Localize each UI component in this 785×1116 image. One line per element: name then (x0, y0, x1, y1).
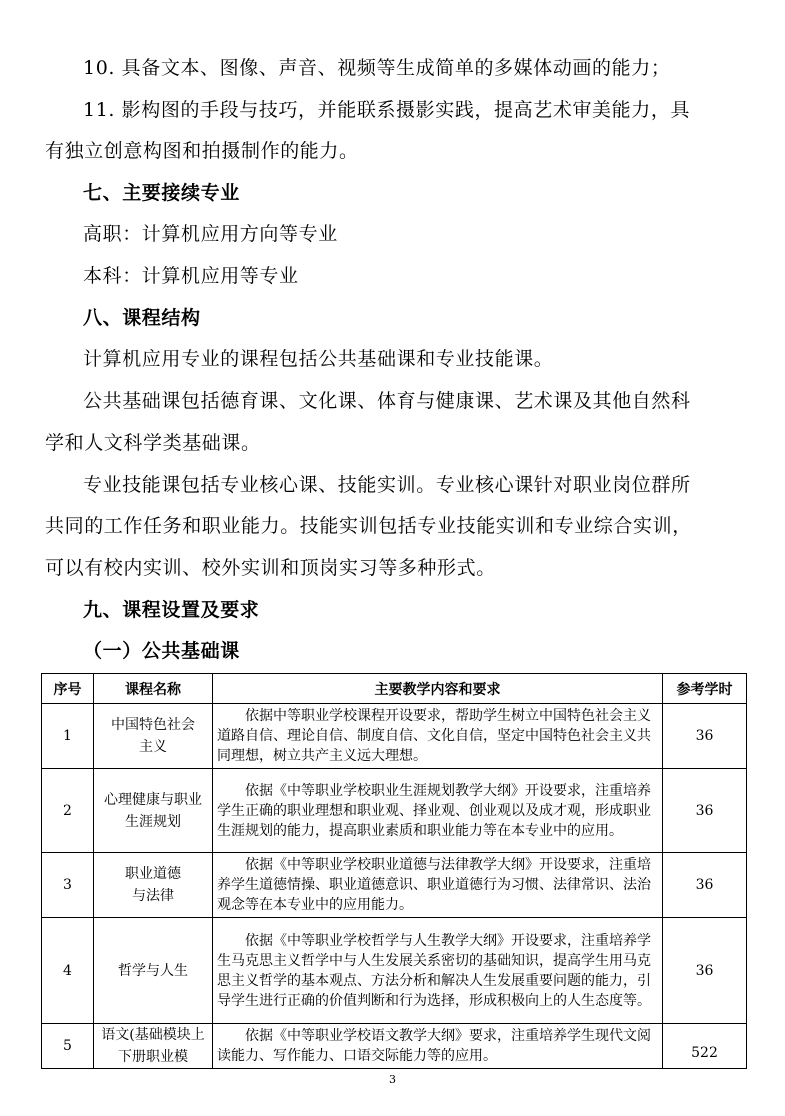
row-no: 1 (42, 704, 94, 769)
row-no: 3 (42, 853, 94, 918)
paragraph-undergraduate: 本科：计算机应用等专业 (83, 265, 299, 287)
table-header-row (42, 674, 747, 704)
heading-section-8: 八、课程结构 (83, 307, 201, 329)
header-no: 序号 (42, 674, 94, 704)
paragraph-skill-1: 专业技能课包括专业核心课、技能实训。专业核心课针对职业岗位群所 (83, 474, 691, 496)
paragraph-skill-2: 共同的工作任务和职业能力。技能实训包括专业技能实训和专业综合实训， (45, 515, 692, 537)
row-no: 5 (42, 1024, 94, 1069)
paragraph-skill-3: 可以有校内实训、校外实训和顶岗实习等多种形式。 (45, 557, 496, 579)
paragraph-higher-vocational: 高职：计算机应用方向等专业 (83, 223, 338, 245)
header-hours: 参考学时 (663, 674, 747, 704)
row-content: 依据《中等职业学校职业道德与法律教学大纲》开设要求，注重培养学生道德情操、职业道德意识、职业道德行为习惯、法律常识、法治观念等在本专业中的应用能力。 (213, 853, 663, 918)
table-row (42, 769, 747, 853)
paragraph-public-basic-2: 学和人文科学类基础课。 (45, 432, 261, 454)
table-row (42, 918, 747, 1024)
row-course-name: 职业道德与法律 (94, 853, 213, 918)
row-no: 2 (42, 769, 94, 853)
header-content: 主要教学内容和要求 (213, 674, 663, 704)
row-course-name: 语文(基础模块上下册职业模 (94, 1024, 213, 1069)
heading-section-9: 九、课程设置及要求 (83, 599, 260, 621)
header-course-name: 课程名称 (94, 674, 213, 704)
paragraph-item-11-cont: 有独立创意构图和拍摄制作的能力。 (45, 140, 359, 162)
table-row (42, 704, 747, 769)
row-no: 4 (42, 918, 94, 1024)
paragraph-item-11: 11. 影构图的手段与技巧，并能联系摄影实践，提高艺术审美能力，具 (83, 99, 691, 121)
row-hours: 36 (663, 704, 747, 769)
row-course-name: 哲学与人生 (94, 918, 213, 1024)
row-hours: 36 (663, 918, 747, 1024)
row-content: 依据《中等职业学校语文教学大纲》要求，注重培养学生现代文阅读能力、写作能力、口语交际能力等的应用。 (213, 1024, 663, 1069)
row-hours: 522 (663, 1024, 747, 1069)
page-number: 3 (389, 1073, 396, 1086)
heading-section-7: 七、主要接续专业 (83, 182, 240, 204)
row-hours: 36 (663, 853, 747, 918)
row-content: 依据《中等职业学校职业生涯规划教学大纲》开设要求，注重培养学生正确的职业理想和职业观、择业观、创业观以及成才观，形成职业生涯规划的能力，提高职业素质和职业能力等在本专业中的应用。 (213, 769, 663, 853)
row-course-name: 心理健康与职业生涯规划 (94, 769, 213, 853)
row-content: 依据《中等职业学校哲学与人生教学大纲》开设要求，注重培养学生马克思主义哲学中与人生发展关系密切的基础知识，提高学生用马克思主义哲学的基本观点、方法分析和解决人生发展重要问题的能力，引导学生进行正确的价值判断和行为选择，形成积极向上的人生态度等。 (213, 918, 663, 1024)
table-row (42, 1024, 747, 1069)
row-content: 依据中等职业学校课程开设要求，帮助学生树立中国特色社会主义道路自信、理论自信、制度自信、文化自信，坚定中国特色社会主义共同理想，树立共产主义远大理想。 (213, 704, 663, 769)
table-row (42, 853, 747, 918)
paragraph-item-10: 10. 具备文本、图像、声音、视频等生成简单的多媒体动画的能力； (83, 57, 671, 79)
row-course-name: 中国特色社会主义 (94, 704, 213, 769)
course-table (41, 673, 747, 1069)
row-hours: 36 (663, 769, 747, 853)
heading-public-basic-courses: （一）公共基础课 (83, 640, 240, 662)
paragraph-public-basic-1: 公共基础课包括德育课、文化课、体育与健康课、艺术课及其他自然科 (83, 390, 691, 412)
paragraph-course-structure: 计算机应用专业的课程包括公共基础课和专业技能课。 (83, 348, 554, 370)
